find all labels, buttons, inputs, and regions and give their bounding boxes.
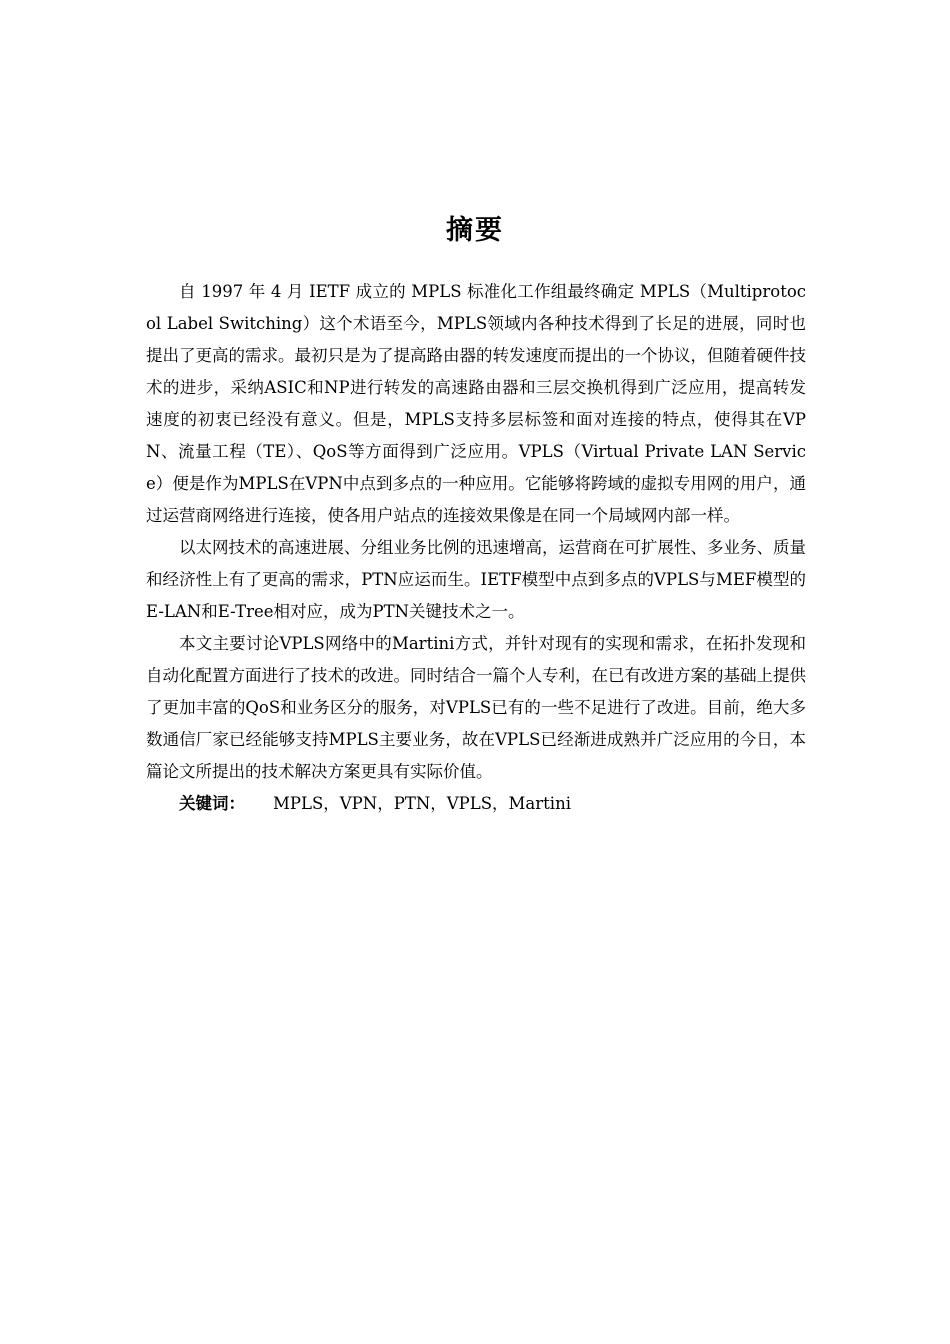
abstract-body — [146, 276, 806, 820]
abstract-paragraph-3: 本文主要讨论VPLS网络中的Martini方式，并针对现有的实现和需求，在拓扑发现和自动化配置方面进行了技术的改进。同时结合一篇个人专利，在已有改进方案的基础上提供了更加丰富的QoS和业务区分的服务，对VPLS已有的一些不足进行了改进。目前，绝大多数通信厂家已经能够支持MPLS主要业务，故在VPLS已经渐进成熟并广泛应用的今日，本篇论文所提出的技术解决方案更具有实际价值。 — [146, 634, 806, 781]
keywords-value: MPLS，VPN，PTN，VPLS，Martini — [273, 794, 571, 813]
abstract-paragraph-1: 自 1997 年 4 月 IETF 成立的 MPLS 标准化工作组最终确定 MPLS（Multiprotocol Label Switching）这个术语至今，MPLS领域内各种技术得到了长足的进展，同时也提出了更高的需求。最初只是为了提高路由器的转发速度而提出的一个协议，但随着硬件技术的进步，采纳ASIC和NP进行转发的高速路由器和三层交换机得到广泛应用，提高转发速度的初衷已经没有意义。但是，MPLS支持多层标签和面对连接的特点，使得其在VPN、流量工程（TE）、QoS等方面得到广泛应用。VPLS（Virtual Private LAN Service）便是作为MPLS在VPN中点到多点的一种应用。它能够将跨域的虚拟专用网的用户，通过运营商网络进行连接，使各用户站点的连接效果像是在同一个局域网内部一样。 — [146, 282, 806, 525]
page-title: 摘要 — [446, 215, 504, 246]
keywords-label: 关键词： — [179, 794, 245, 813]
abstract-paragraph-2: 以太网技术的高速进展、分组业务比例的迅速增高，运营商在可扩展性、多业务、质量和经济性上有了更高的需求，PTN应运而生。IETF模型中点到多点的VPLS与MEF模型的E-LAN和E-Tree相对应，成为PTN关键技术之一。 — [146, 538, 806, 621]
keywords-line — [146, 788, 806, 820]
